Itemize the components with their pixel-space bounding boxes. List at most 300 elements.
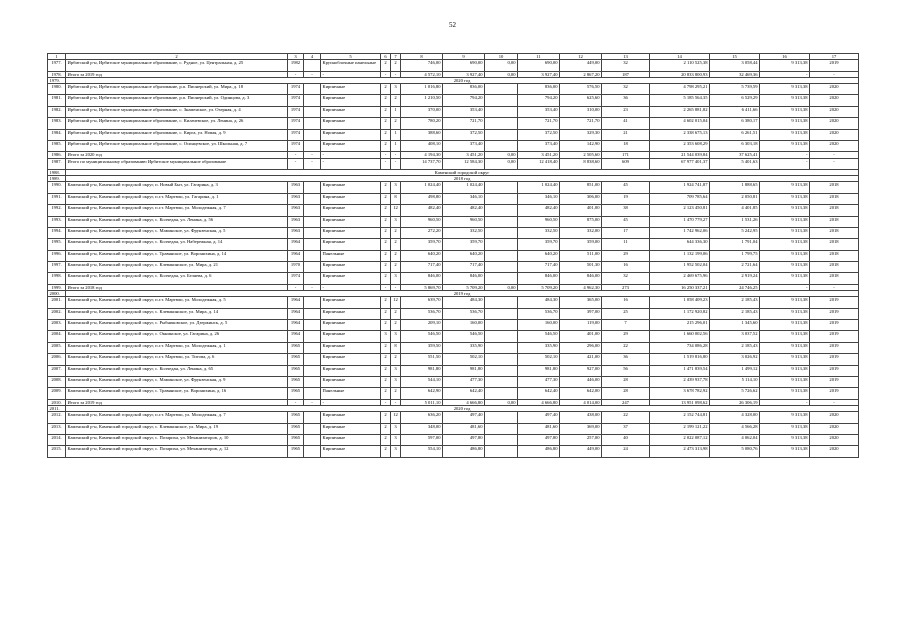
table-cell: 12 584,30 xyxy=(443,158,485,169)
table-cell xyxy=(304,365,321,376)
table-cell: 1 888,65 xyxy=(710,182,760,193)
table-cell: 2020 xyxy=(810,118,859,129)
table-cell: 482,40 xyxy=(443,205,485,216)
table-cell: 625,60 xyxy=(560,95,602,106)
table-cell: 2018 xyxy=(810,216,859,227)
table-cell: 2 185,43 xyxy=(710,297,760,308)
table-row xyxy=(48,205,859,216)
table-cell: 2020 xyxy=(810,84,859,95)
table-cell: 927,00 xyxy=(560,365,602,376)
table-cell: 1964 xyxy=(288,320,304,331)
table-cell xyxy=(485,377,518,388)
table-cell: 12 xyxy=(391,297,401,308)
table-cell: 536,70 xyxy=(401,308,443,319)
table-cell: 9 313,38 xyxy=(760,262,810,273)
table-row xyxy=(48,446,859,457)
table-cell: 11 xyxy=(602,239,650,250)
table-cell: 16 xyxy=(602,297,650,308)
table-cell: 3 037,52 xyxy=(710,331,760,342)
table-cell: 9 313,38 xyxy=(760,140,810,151)
table-cell: 2 xyxy=(381,434,391,445)
row-number: 2000. xyxy=(48,291,66,297)
table-cell: Кирпичные xyxy=(321,205,381,216)
table-cell xyxy=(485,227,518,238)
table-cell: 9 313,38 xyxy=(760,60,810,71)
table-cell: 1980. xyxy=(48,84,66,95)
table-cell: 1 xyxy=(391,129,401,140)
table-cell: 2002. xyxy=(48,308,66,319)
table-cell: 5 709,20 xyxy=(443,284,485,290)
table-cell: Каменский р-н, Каменский городской округ, п.г.т. Мартюш, ул. Молодежная, д. 7 xyxy=(66,205,288,216)
table-cell: Каменский р-н, Каменский городской округ, с. Клевакинское, ул. Мира, д. 21 xyxy=(66,262,288,273)
table-cell: 2 xyxy=(381,193,391,204)
table-cell: 1 058 409,23 xyxy=(650,297,710,308)
table-cell xyxy=(304,354,321,365)
header-cell: 15 xyxy=(710,54,760,60)
table-cell: 359,70 xyxy=(518,239,560,250)
table-cell: 2 265 881,82 xyxy=(650,106,710,117)
table-cell: 25 xyxy=(602,308,650,319)
table-cell: 0,00 xyxy=(485,152,518,158)
table-cell: 0,00 xyxy=(485,284,518,290)
table-cell: 2 xyxy=(381,60,391,71)
table-cell: 497,40 xyxy=(443,412,485,423)
table-cell: 40 xyxy=(602,434,650,445)
table-cell: 2 xyxy=(391,239,401,250)
table-cell: 29 xyxy=(602,250,650,261)
group-heading: 2020 год xyxy=(66,77,859,83)
table-cell: 1 470 779,27 xyxy=(650,216,710,227)
table-row xyxy=(48,84,859,95)
table-cell xyxy=(304,227,321,238)
table-cell: Итого за 2019 год xyxy=(66,71,288,77)
table-cell: 2018 xyxy=(810,182,859,193)
table-cell: 9 313,38 xyxy=(760,365,810,376)
table-cell: 438,00 xyxy=(560,412,602,423)
table-cell: 2 xyxy=(391,250,401,261)
table-cell: 1974 xyxy=(288,129,304,140)
table-cell: Каменский р-н, Каменский городской округ, с. Окнинское, ул. Гагарина, д. 26 xyxy=(66,331,288,342)
table-cell: 3 xyxy=(391,423,401,434)
table-cell: 981,80 xyxy=(401,365,443,376)
table-cell: Кирпичные xyxy=(321,354,381,365)
table-cell: 5 080,76 xyxy=(710,446,760,457)
table-cell xyxy=(304,273,321,284)
table-cell: 846,00 xyxy=(560,273,602,284)
table-cell: Кирпичные xyxy=(321,434,381,445)
table-cell: 2 xyxy=(381,423,391,434)
table-cell: 332,00 xyxy=(560,227,602,238)
table-cell: - xyxy=(321,71,381,77)
table-cell: Каменский р-н, Каменский городской округ, с. Клевакинское, ул. Мира, д. 19 xyxy=(66,423,288,434)
table-cell: 2006. xyxy=(48,354,66,365)
row-number: 2011. xyxy=(48,405,66,411)
table-cell xyxy=(485,354,518,365)
table-cell: 5 114,10 xyxy=(710,377,760,388)
table-cell: 2 xyxy=(381,239,391,250)
table-cell: 2 xyxy=(381,129,391,140)
table-cell: 2019 xyxy=(810,331,859,342)
table-cell: 1963 xyxy=(288,205,304,216)
table-cell: 497,40 xyxy=(518,412,560,423)
table-cell: - xyxy=(288,152,304,158)
table-cell: 2019 xyxy=(810,320,859,331)
table-cell: 1981. xyxy=(48,95,66,106)
table-cell: 1974 xyxy=(288,140,304,151)
table-cell xyxy=(304,297,321,308)
table-cell: 1963 xyxy=(288,193,304,204)
table-cell: Кирпичные xyxy=(321,84,381,95)
table-cell: Кирпичные xyxy=(321,118,381,129)
table-cell: 2 xyxy=(381,388,391,399)
table-cell: 2001. xyxy=(48,297,66,308)
table-cell: 4 962,30 xyxy=(560,284,602,290)
table-cell: Кирпичные xyxy=(321,320,381,331)
table-cell: 9 313,38 xyxy=(760,412,810,423)
row-number: 1988. xyxy=(48,169,66,175)
table-cell: 1974 xyxy=(288,118,304,129)
table-cell xyxy=(304,140,321,151)
table-cell: - xyxy=(381,399,391,405)
table-row xyxy=(48,377,859,388)
table-cell: 9 313,38 xyxy=(760,423,810,434)
table-cell: - xyxy=(321,152,381,158)
table-cell: 2 050,81 xyxy=(710,193,760,204)
apartment-repair-table xyxy=(47,53,859,458)
table-cell: 329,30 xyxy=(560,129,602,140)
table-row xyxy=(48,140,859,151)
table-cell: 306,00 xyxy=(560,193,602,204)
table-cell: 16 xyxy=(602,262,650,273)
table-cell: 2 xyxy=(381,216,391,227)
table-cell: - xyxy=(391,399,401,405)
table-cell: Кирпичные xyxy=(321,377,381,388)
table-cell: 29 xyxy=(602,331,650,342)
table-cell: 1 345,60 xyxy=(710,320,760,331)
table-cell: 636,20 xyxy=(401,412,443,423)
table-cell: 1 924 741,87 xyxy=(650,182,710,193)
table-cell: 28 xyxy=(602,388,650,399)
table-cell: 2 867,20 xyxy=(560,71,602,77)
table-cell: Каменский р-н, Каменский городской округ, с. Колчедан, ул. Набережная, д. 14 xyxy=(66,239,288,250)
table-cell: - xyxy=(288,71,304,77)
table-cell: - xyxy=(304,158,321,169)
table-cell: 2018 xyxy=(810,205,859,216)
table-cell: 3 xyxy=(391,84,401,95)
table-cell: Кирпичные xyxy=(321,182,381,193)
table-cell: 2 xyxy=(381,365,391,376)
table-cell: 780,20 xyxy=(401,118,443,129)
table-cell: 335,90 xyxy=(518,342,560,353)
table-cell: Каменский р-н, Каменский городской округ, с. Травянское, ул. Воронихина, д. 16 xyxy=(66,388,288,399)
table-cell: 23 xyxy=(602,106,650,117)
table-row xyxy=(48,388,859,399)
table-cell: 24 746,25 xyxy=(710,284,760,290)
table-cell: 421,00 xyxy=(560,354,602,365)
table-cell: 721,70 xyxy=(518,118,560,129)
table-cell: 3 xyxy=(391,377,401,388)
table-cell: 1992. xyxy=(48,205,66,216)
table-cell xyxy=(304,216,321,227)
header-cell: 12 xyxy=(560,54,602,60)
table-cell: Ирбитский р-н, Ирбитское муниципальное образование, с. Кирга, ул. Новая, д. 9 xyxy=(66,129,288,140)
table-cell: 0,00 xyxy=(485,71,518,77)
table-cell: 1965 xyxy=(288,388,304,399)
table-cell: 609 xyxy=(602,158,650,169)
table-cell: 335,90 xyxy=(443,342,485,353)
table-cell: Каменский р-н, Каменский городской округ, п.г.т. Мартюш, ул. Титова, д. 6 xyxy=(66,354,288,365)
table-cell: 642,00 xyxy=(560,388,602,399)
table-cell: 2015. xyxy=(48,446,66,457)
table-cell: 2 338 675,13 xyxy=(650,129,710,140)
table-cell: 1965 xyxy=(288,423,304,434)
table-cell: 690,00 xyxy=(443,60,485,71)
table-cell: 1974 xyxy=(288,95,304,106)
table-cell: 3 927,40 xyxy=(443,71,485,77)
table-cell: 9 313,38 xyxy=(760,331,810,342)
table-cell: 536,70 xyxy=(518,308,560,319)
table-cell xyxy=(485,140,518,151)
header-cell: 9 xyxy=(443,54,485,60)
row-number: 1979. xyxy=(48,77,66,83)
table-cell: 501,30 xyxy=(560,262,602,273)
table-cell: 2019 xyxy=(810,342,859,353)
table-cell: 359,00 xyxy=(560,239,602,250)
table-cell: 2 473 313,98 xyxy=(650,446,710,457)
table-cell xyxy=(485,239,518,250)
table-cell: 1 499,12 xyxy=(710,365,760,376)
table-cell: Каменский р-н, Каменский городской округ, с. Клевакинское, ул. Мира, д. 14 xyxy=(66,308,288,319)
table-cell xyxy=(304,423,321,434)
table-cell: Ирбитский р-н, Ирбитское муниципальное образование, с. Рудное, ул. Центральная, д. 25 xyxy=(66,60,288,71)
table-cell: 3 058,44 xyxy=(710,60,760,71)
table-cell: 2 xyxy=(381,182,391,193)
table-cell: 3 927,40 xyxy=(518,71,560,77)
header-cell: 16 xyxy=(760,54,810,60)
table-row xyxy=(48,250,859,261)
table-cell: 36 xyxy=(602,95,650,106)
table-cell: Каменский р-н, Каменский городской округ, с. Травянское, ул. Воронихина, д. 14 xyxy=(66,250,288,261)
table-cell xyxy=(304,129,321,140)
table-cell: 960,50 xyxy=(518,216,560,227)
table-cell: 721,70 xyxy=(560,118,602,129)
table-row xyxy=(48,129,859,140)
header-cell: 5 xyxy=(321,54,381,60)
table-cell: 1970 xyxy=(288,262,304,273)
table-cell: Каменский р-н, Каменский городской округ, с. Маминское, ул. Фрунзенская, д. 5 xyxy=(66,227,288,238)
table-cell: 6 303,18 xyxy=(710,140,760,151)
table-cell: 14 737,70 xyxy=(401,158,443,169)
table-cell: 2 xyxy=(391,95,401,106)
table-cell: 482,40 xyxy=(518,205,560,216)
table-cell: 1993. xyxy=(48,216,66,227)
table-cell: 642,40 xyxy=(518,388,560,399)
table-cell: 2 022 087,12 xyxy=(650,434,710,445)
group-heading: 2020 год xyxy=(66,405,859,411)
table-cell: 187 xyxy=(602,71,650,77)
table-cell: 401,00 xyxy=(560,205,602,216)
table-row xyxy=(48,118,859,129)
table-cell: 45 xyxy=(602,182,650,193)
table-cell: 2 505,60 xyxy=(560,152,602,158)
table-row xyxy=(48,60,859,71)
table-cell: 9 313,38 xyxy=(760,216,810,227)
table-cell: 640,20 xyxy=(401,250,443,261)
table-cell: 353,40 xyxy=(518,106,560,117)
table-cell: 2 xyxy=(391,308,401,319)
table-cell: 22 xyxy=(602,412,650,423)
table-cell: 1977. xyxy=(48,60,66,71)
table-cell: Итого по муниципальному образованию Ирбитское муниципальное образование xyxy=(66,158,288,169)
table-cell: 346,10 xyxy=(443,193,485,204)
table-cell: 1965 xyxy=(288,354,304,365)
table-cell: 1987. xyxy=(48,158,66,169)
table-cell: 372,50 xyxy=(443,129,485,140)
table-cell: 3 xyxy=(391,446,401,457)
table-row xyxy=(48,331,859,342)
table-cell: 644 336,30 xyxy=(650,239,710,250)
table-cell: Каменский р-н, Каменский городской округ, с. Позариха, ул. Механизаторов, д. 10 xyxy=(66,434,288,445)
table-cell xyxy=(485,193,518,204)
table-cell: Итого за 2019 год xyxy=(66,399,288,405)
table-cell: 9 313,38 xyxy=(760,227,810,238)
table-cell: 2 152 744,81 xyxy=(650,412,710,423)
table-cell: - xyxy=(810,158,859,169)
table-cell: Кирпичные xyxy=(321,423,381,434)
header-cell: 13 xyxy=(602,54,650,60)
header-cell: 4 xyxy=(304,54,321,60)
table-cell: 709 785,64 xyxy=(650,193,710,204)
table-row xyxy=(48,273,859,284)
table-cell: 2019 xyxy=(810,60,859,71)
table-cell: Каменский р-н, Каменский городской округ, с. Позариха, ул. Механизаторов, д. 12 xyxy=(66,446,288,457)
table-cell: Итого за 2020 год xyxy=(66,152,288,158)
table-cell: 2007. xyxy=(48,365,66,376)
table-cell: Каменский р-н, Каменский городской округ, с. Колчедан, ул. Ленина, д. 56 xyxy=(66,216,288,227)
table-cell: 8 xyxy=(391,342,401,353)
table-cell: 2 439 937,78 xyxy=(650,377,710,388)
table-cell: 2 xyxy=(381,308,391,319)
table-cell: 3 451,20 xyxy=(443,152,485,158)
table-cell: 2020 xyxy=(810,95,859,106)
table-cell: 1 471 839,54 xyxy=(650,365,710,376)
table-row xyxy=(48,158,859,169)
table-cell: 9 313,38 xyxy=(760,250,810,261)
table-cell: 4 401,85 xyxy=(710,205,760,216)
table-cell: Кирпичные xyxy=(321,446,381,457)
table-cell: 373,40 xyxy=(443,140,485,151)
table-cell: 2020 xyxy=(810,412,859,423)
table-cell: - xyxy=(391,158,401,169)
table-cell: 3 xyxy=(381,331,391,342)
table-cell: 9 313,38 xyxy=(760,297,810,308)
table-cell xyxy=(485,388,518,399)
table-cell: 639,70 xyxy=(401,297,443,308)
table-cell: 1983. xyxy=(48,118,66,129)
header-cell: 3 xyxy=(288,54,304,60)
table-cell: 642,90 xyxy=(401,388,443,399)
table-cell: 486,80 xyxy=(518,446,560,457)
table-cell: 497,80 xyxy=(518,434,560,445)
table-cell: 690,00 xyxy=(518,60,560,71)
table-cell: - xyxy=(810,399,859,405)
table-cell xyxy=(485,331,518,342)
table-cell xyxy=(485,182,518,193)
table-row xyxy=(48,216,859,227)
table-cell: - xyxy=(810,71,859,77)
table-cell: 2018 xyxy=(810,250,859,261)
table-cell: 1997. xyxy=(48,262,66,273)
table-cell: 2 185,43 xyxy=(710,308,760,319)
table-cell: 2013. xyxy=(48,423,66,434)
table-row xyxy=(48,412,859,423)
table-cell: 1974 xyxy=(288,106,304,117)
table-cell xyxy=(485,216,518,227)
table-cell: 3 026,92 xyxy=(710,354,760,365)
table-cell xyxy=(304,106,321,117)
table-cell: 794,20 xyxy=(443,95,485,106)
table-cell: 2 xyxy=(381,84,391,95)
table-row xyxy=(48,308,859,319)
table-cell: Каменский р-н, Каменский городской округ, с. Колчедан, ул. Ленина, д. 65 xyxy=(66,365,288,376)
table-cell: 17 xyxy=(602,227,650,238)
table-cell: 296,00 xyxy=(560,342,602,353)
header-cell: 2 xyxy=(66,54,288,60)
table-cell: 502,10 xyxy=(518,354,560,365)
table-cell: 257,00 xyxy=(560,434,602,445)
table-cell: 836,00 xyxy=(518,84,560,95)
table-cell: Каменский р-н, Каменский городской округ, с. Колчедан, ул. Беляева, д. 6 xyxy=(66,273,288,284)
table-cell: 2 xyxy=(381,205,391,216)
table-cell: Крупноблочные панельные xyxy=(321,60,381,71)
table-cell xyxy=(304,377,321,388)
table-cell: 2018 xyxy=(810,273,859,284)
table-cell: 2 xyxy=(391,118,401,129)
table-cell: - xyxy=(760,152,810,158)
table-cell: - xyxy=(391,284,401,290)
table-row xyxy=(48,297,859,308)
table-row xyxy=(48,227,859,238)
table-cell: 960,50 xyxy=(401,216,443,227)
table-row xyxy=(48,262,859,273)
table-cell: 5 726,62 xyxy=(710,388,760,399)
table-cell: - xyxy=(381,152,391,158)
table-cell: 3 xyxy=(391,182,401,193)
table-cell: 1963 xyxy=(288,182,304,193)
table-row xyxy=(48,106,859,117)
table-cell: - xyxy=(288,284,304,290)
table-cell: 2014. xyxy=(48,434,66,445)
table-cell: 41 xyxy=(602,118,650,129)
table-cell: 449,00 xyxy=(560,446,602,457)
header-cell: 8 xyxy=(401,54,443,60)
table-cell xyxy=(485,84,518,95)
table-cell: 1984. xyxy=(48,129,66,140)
table-cell: Кирпичные xyxy=(321,365,381,376)
table-cell: Кирпичные xyxy=(321,297,381,308)
table-cell: - xyxy=(304,71,321,77)
group-heading: 2018 год xyxy=(66,176,859,182)
table-cell: 502,10 xyxy=(443,354,485,365)
table-cell: 3 xyxy=(391,216,401,227)
table-cell: 2004. xyxy=(48,331,66,342)
table-cell xyxy=(304,205,321,216)
table-cell: 642,40 xyxy=(443,388,485,399)
table-cell: 4 062,04 xyxy=(710,434,760,445)
table-cell: 1 xyxy=(391,106,401,117)
table-cell: Ирбитский р-н, Ирбитское муниципальное образование, с. Килачевское, ул. Ленина, д. 26 xyxy=(66,118,288,129)
table-cell: 1 952 502,04 xyxy=(650,262,710,273)
